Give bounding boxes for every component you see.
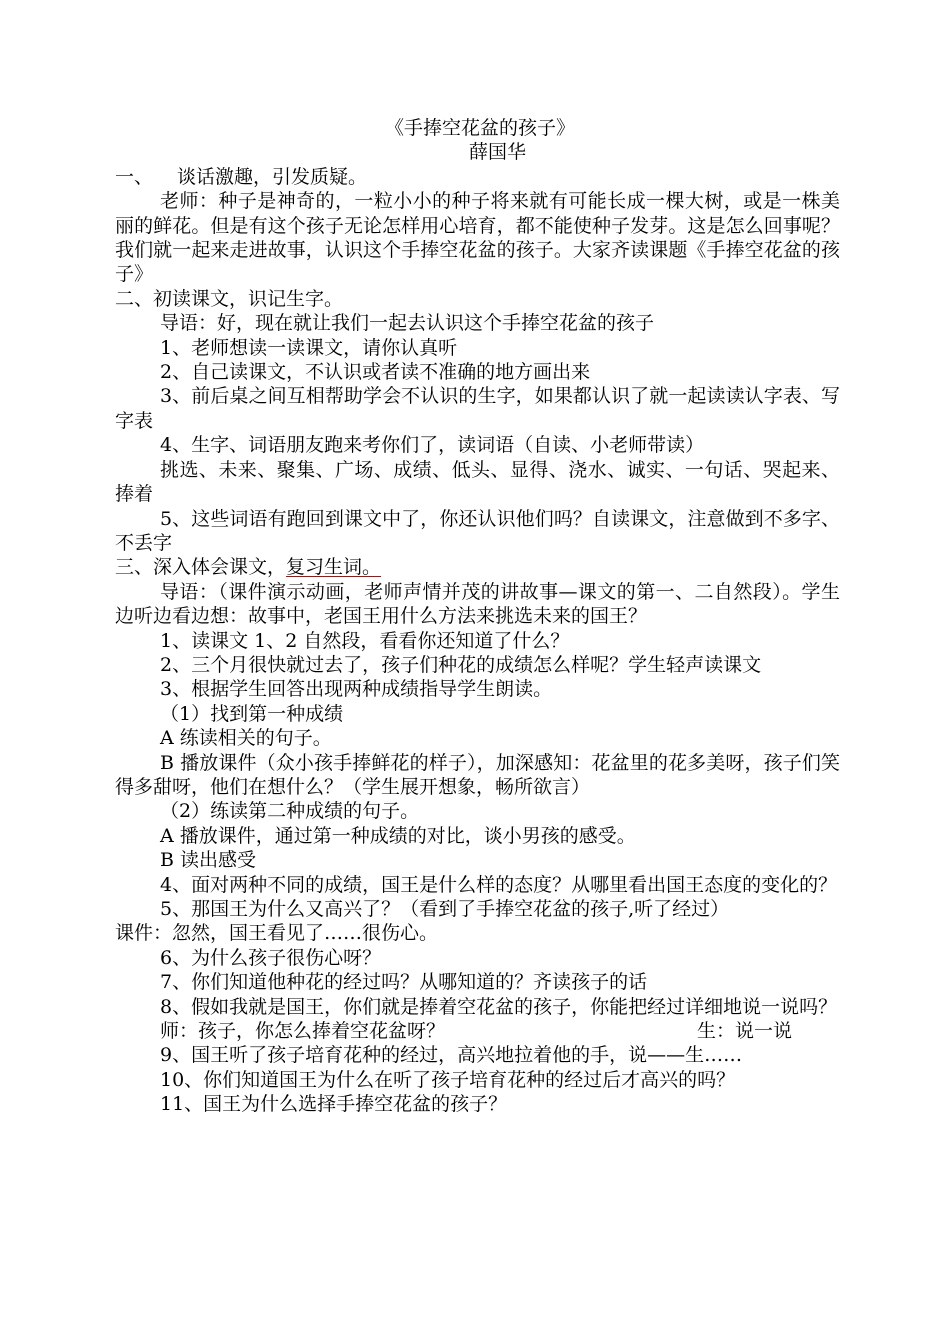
underlined-text: 复习生词。 (286, 556, 382, 579)
paragraph: 6、为什么孩子很伤心呀？ (160, 946, 382, 969)
paragraph: 3、前后桌之间互相帮助学会不认识的生字，如果都认识了就一起读读认字表、写字表 (115, 385, 840, 432)
dialogue-line: 师：孩子，你怎么捧着空花盆呀？ 生：说一说 (160, 1020, 793, 1043)
paragraph: B 读出感受 (160, 849, 257, 872)
paragraph: 7、你们知道他种花的经过吗？从哪知道的？齐读孩子的话 (160, 971, 648, 994)
paragraph: 11、国王为什么选择手捧空花盆的孩子？ (160, 1093, 508, 1116)
paragraph: 1、老师想读一读课文，请你认真听 (160, 336, 458, 359)
document-author: 薛国华 (468, 141, 526, 164)
paragraph: B 播放课件（众小孩手捧鲜花的样子），加深感知：花盆里的花多美呀，孩子们笑得多甜呀，他们在想什么？（学生展开想象，畅所欲言） (115, 751, 840, 798)
paragraph: A 练读相关的句子。 (160, 727, 332, 750)
paragraph: A 播放课件，通过第一种成绩的对比，谈小男孩的感受。 (160, 824, 636, 847)
paragraph: 导语：（课件演示动画，老师声情并茂的讲故事—课文的第一、二自然段）。学生边听边看边想：故事中，老国王用什么方法来挑选未来的国王？ (115, 580, 840, 628)
section-heading-2: 二、初读课文，识记生字。 (115, 287, 344, 310)
paragraph: 5、那国王为什么又高兴了？（看到了手捧空花盆的孩子,听了经过） (160, 898, 730, 920)
paragraph: 老师：种子是神奇的，一粒小小的种子将来就有可能长成一棵大树，或是一株美丽的鲜花。但是有这个孩子无论怎样用心培育，都不能使种子发芽。这是怎么回事呢？我们就一起来走进故事，认识这个手捧空花盆的孩子。大家齐读课题《手捧空花盆的孩子》 (115, 190, 840, 286)
paragraph: 课件：忽然，国王看见了……很伤心。 (115, 922, 439, 945)
paragraph: 8、假如我就是国王，你们就是捧着空花盆的孩子，你能把经过详细地说一说吗？ (160, 995, 838, 1018)
paragraph: 4、生字、词语朋友跑来考你们了，读词语（自读、小老师带读） (160, 434, 705, 457)
paragraph: （2）练读第二种成绩的句子。 (160, 800, 420, 823)
paragraph: （1）找到第一种成绩 (160, 702, 344, 725)
vocabulary-list: 挑选、未来、聚集、广场、成绩、低头、显得、浇水、诚实、一句话、哭起来、捧着 (115, 458, 840, 506)
paragraph: 4、面对两种不同的成绩，国王是什么样的态度？从哪里看出国王态度的变化的？ (160, 873, 838, 896)
paragraph: 9、国王听了孩子培育花种的经过，高兴地拉着他的手，说——生…… (160, 1044, 743, 1067)
paragraph: 1、读课文 1、2 自然段，看看你还知道了什么？ (160, 629, 570, 652)
paragraph: 3、根据学生回答出现两种成绩指导学生朗读。 (160, 678, 553, 701)
document-page (115, 116, 840, 1117)
paragraph: 5、这些词语有跑回到课文中了，你还认识他们吗？自读课文，注意做到不多字、不丢字 (115, 507, 840, 554)
paragraph: 导语：好，现在就让我们一起去认识这个手捧空花盆的孩子 (160, 312, 655, 335)
paragraph: 2、三个月很快就过去了，孩子们种花的成绩怎么样呢？学生轻声读课文 (160, 653, 762, 676)
paragraph: 10、你们知道国王为什么在听了孩子培育花种的经过后才高兴的吗？ (160, 1068, 736, 1091)
paragraph: 2、自己读课文，不认识或者读不准确的地方画出来 (160, 361, 591, 384)
section-heading-1: 一、 谈话激趣，引发质疑。 (115, 165, 368, 188)
document-title: 《手捧空花盆的孩子》 (384, 117, 575, 139)
section-heading-3: 三、深入体会课文，复习生词。 (115, 556, 382, 579)
